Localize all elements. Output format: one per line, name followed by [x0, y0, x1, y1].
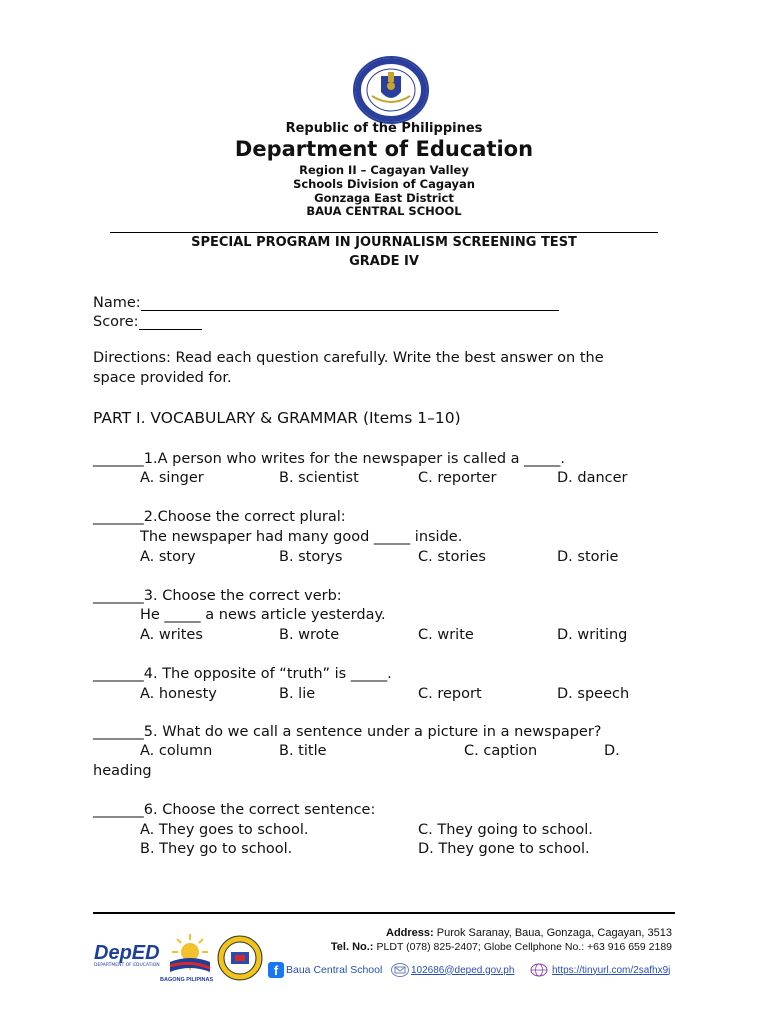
q4-option-d: D. speech: [557, 686, 630, 702]
q4-option-b: B. lie: [279, 686, 316, 702]
region-line: Region II – Cagayan Valley: [299, 163, 469, 177]
question-5-stem: _______5. What do we call a sentence under a picture in a newspaper?: [93, 724, 602, 740]
address-value: Purok Saranay, Baua, Gonzaga, Cagayan, 3513: [436, 927, 672, 939]
deped-logo-sub: DEPARTMENT OF EDUCATION: [94, 963, 160, 968]
question-2-stem: _______2.Choose the correct plural:: [93, 509, 346, 525]
q3-option-b: B. wrote: [279, 627, 340, 643]
score-blank[interactable]: [139, 313, 202, 330]
q1-option-b: B. scientist: [279, 470, 359, 486]
deped-logo: [94, 943, 162, 968]
question-1-stem: _______1.A person who writes for the newspaper is called a _____.: [93, 451, 566, 467]
q1-option-a: A. singer: [140, 470, 204, 486]
name-blank[interactable]: [141, 294, 559, 311]
part1-title: PART I. VOCABULARY & GRAMMAR (Items 1–10): [93, 409, 461, 427]
tel-label: Tel. No.:: [330, 941, 374, 953]
division-line: Schools Division of Cagayan: [293, 177, 475, 191]
q4-option-a: A. honesty: [140, 686, 217, 702]
q3-option-a: A. writes: [140, 627, 203, 643]
globe-icon: [530, 963, 548, 977]
q6-option-c: C. They going to school.: [418, 822, 593, 838]
q6-option-a: A. They goes to school.: [140, 822, 309, 838]
address-label: Address:: [386, 927, 434, 939]
q4-option-c: C. report: [418, 686, 482, 702]
question-4-stem: _______4. The opposite of “truth” is _____.: [93, 666, 392, 682]
question-3-stem: _______3. Choose the correct verb:: [93, 588, 342, 604]
name-label: Name:: [93, 295, 141, 311]
directions-line-1: Directions: Read each question carefully. Write the best answer on the: [93, 350, 604, 366]
q5-option-a: A. column: [140, 743, 213, 759]
bagong-pilipinas-logo-icon: [166, 932, 214, 978]
q2-option-b: B. storys: [279, 549, 343, 565]
footer-address: [386, 927, 672, 939]
question-2-sub: The newspaper had many good _____ inside.: [140, 529, 463, 545]
q2-option-d: D. storie: [557, 549, 619, 565]
q3-option-d: D. writing: [557, 627, 628, 643]
directions-line-2: space provided for.: [93, 370, 232, 386]
school-seal-icon: [216, 934, 264, 982]
facebook-label[interactable]: Baua Central School: [286, 964, 383, 976]
q5-option-b: B. title: [279, 743, 327, 759]
name-field[interactable]: [93, 294, 559, 311]
website-link[interactable]: [530, 963, 675, 977]
email-icon: [391, 963, 409, 977]
tel-value: PLDT (078) 825-2407; Globe Cellphone No.: +63 916 659 2189: [376, 941, 672, 953]
deped-logo-text: DepED: [94, 942, 160, 964]
deped-seal-icon: [352, 56, 430, 124]
q6-option-b: B. They go to school.: [140, 841, 293, 857]
question-6-stem: _______6. Choose the correct sentence:: [93, 802, 376, 818]
score-label: Score:: [93, 314, 139, 330]
q5-option-c: C. caption: [464, 743, 538, 759]
q6-option-d: D. They gone to school.: [418, 841, 590, 857]
department-heading: Department of Education: [234, 137, 534, 161]
q3-option-c: C. write: [418, 627, 474, 643]
school-line: BAUA CENTRAL SCHOOL: [306, 204, 462, 218]
facebook-link[interactable]: [268, 962, 382, 978]
q1-option-d: D. dancer: [557, 470, 628, 486]
facebook-icon: f: [268, 962, 284, 978]
score-field[interactable]: [93, 313, 202, 330]
q5-option-d: D.: [604, 743, 620, 759]
email-link[interactable]: [391, 963, 514, 977]
grade-label: GRADE IV: [349, 254, 419, 269]
footer-telephone: [331, 941, 672, 953]
republic-heading: Republic of the Philippines: [285, 121, 483, 136]
test-title: SPECIAL PROGRAM IN JOURNALISM SCREENING TEST: [191, 235, 577, 250]
q2-option-a: A. story: [140, 549, 196, 565]
header-divider: [110, 232, 658, 233]
q2-option-c: C. stories: [418, 549, 486, 565]
footer-divider: [93, 912, 675, 914]
q1-option-c: C. reporter: [418, 470, 497, 486]
q5-option-d-wrap: heading: [93, 763, 152, 779]
district-line: Gonzaga East District: [314, 191, 454, 205]
website-url[interactable]: https://tinyurl.com/2safhx9j: [552, 964, 671, 976]
question-3-sub: He _____ a news article yesterday.: [140, 607, 386, 623]
bagong-pilipinas-text: BAGONG PILIPINAS: [160, 977, 214, 983]
email-address[interactable]: 102686@deped.gov.ph: [411, 964, 515, 976]
